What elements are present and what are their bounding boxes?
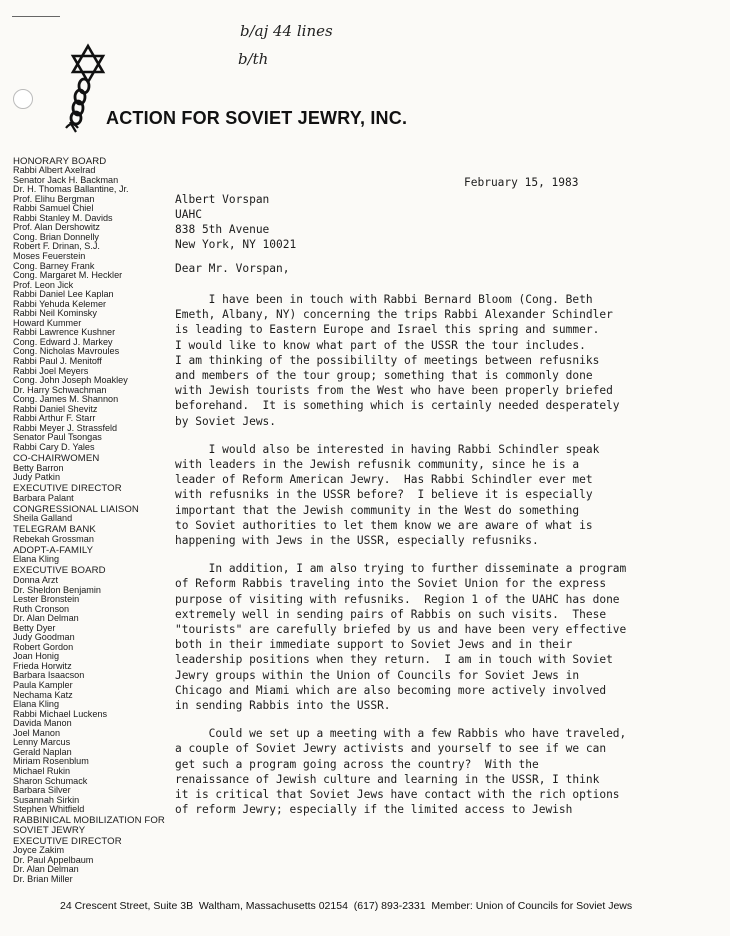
- board-member-name: Senator Jack H. Backman: [13, 174, 119, 185]
- board-section: [13, 157, 173, 453]
- board-member-name: Cong. Barney Frank: [13, 260, 95, 271]
- board-section-heading: RABBINICAL MOBILIZATION FOR SOVIET JEWRY: [13, 815, 165, 836]
- board-member-name: Elana Kling: [13, 699, 60, 710]
- board-member-name: Prof. Elihu Bergman: [13, 193, 95, 204]
- board-member-name: Rabbi Albert Axelrad: [13, 165, 96, 176]
- letterhead-board-list: [13, 155, 173, 885]
- board-member-name: Donna Arzt: [13, 575, 58, 586]
- board-member-name: Rabbi Daniel Shevitz: [13, 403, 98, 414]
- board-member-name: Barbara Isaacson: [13, 670, 85, 681]
- board-member-name: Senator Paul Tsongas: [13, 432, 102, 443]
- top-rule: [12, 16, 60, 17]
- board-member-name: Judy Goodman: [13, 632, 75, 643]
- board-member-name: Rabbi Michael Luckens: [13, 708, 108, 719]
- board-member-name: Rabbi Samuel Chiel: [13, 203, 94, 214]
- board-member-name: Rabbi Yehuda Kelemer: [13, 298, 107, 309]
- board-member-name: Stephen Whitfield: [13, 804, 85, 815]
- letter-date: February 15, 1983: [464, 176, 579, 189]
- board-member-name: Michael Rukin: [13, 765, 71, 776]
- board-member-name: Cong. James M. Shannon: [13, 394, 119, 405]
- board-section: [13, 525, 173, 544]
- board-member-name: Prof. Alan Dershowitz: [13, 222, 100, 233]
- board-member-name: Lenny Marcus: [13, 737, 71, 748]
- board-section-heading: CONGRESSIONAL LIAISON: [13, 503, 139, 515]
- board-member-name: Sharon Schumack: [13, 775, 88, 786]
- board-member-name: Cong. Brian Donnelly: [13, 231, 99, 242]
- board-member-name: Miriam Rosenblum: [13, 756, 89, 767]
- punch-hole: [13, 89, 33, 109]
- board-member-name: Cong. John Joseph Moakley: [13, 375, 128, 386]
- board-member-name: Rabbi Lawrence Kushner: [13, 327, 116, 338]
- board-member-name: Robert Gordon: [13, 641, 74, 652]
- board-member-name: Rabbi Joel Meyers: [13, 365, 89, 376]
- paragraph: I have been in touch with Rabbi Bernard Bloom (Cong. Beth Emeth, Albany, NY) concerning the trips Rabbi Alexander Schindler is leading to Eastern Europe and Israel this spring and summer. I would like to know what part of the USSR the tour includes. I am thinking of the possibililty of meetings between refusniks and members of the tour group; something that is commonly done with Jewish tourists from the West who have been properly briefed beforehand. It is something which is certainly needed desperately by Soviet Jews.: [175, 293, 620, 428]
- board-member-name: Dr. Harry Schwachman: [13, 384, 107, 395]
- board-member-name: Dr. Brian Miller: [13, 873, 73, 884]
- board-section: [13, 816, 173, 835]
- board-member-name: Rebekah Grossman: [13, 533, 94, 544]
- board-member-name: Susannah Sirkin: [13, 794, 80, 805]
- board-member-name: Dr. Sheldon Benjamin: [13, 584, 101, 595]
- board-member-name: Barbara Silver: [13, 785, 71, 796]
- board-member-name: Dr. Alan Delman: [13, 864, 79, 875]
- board-member-name: Ruth Cronson: [13, 603, 70, 614]
- board-section-heading: ADOPT-A-FAMILY: [13, 544, 94, 556]
- board-member-name: Dr. H. Thomas Ballantine, Jr.: [13, 184, 129, 195]
- paragraph: I would also be interested in having Rabbi Schindler speak with leaders in the Jewish refusnik community, since he is a leader of Reform American Jewry. Has Rabbi Schindler ever met with refusniks in the USSR before? I believe it is especially important that the Jewish community in the West do something to Soviet authorities to let them know we are aware of what is happening with Jews in the USSR, especially refusniks.: [175, 442, 600, 548]
- board-member-name: Joyce Zakim: [13, 845, 65, 856]
- board-section-heading: TELEGRAM BANK: [13, 524, 96, 536]
- board-member-name: Robert F. Drinan, S.J.: [13, 241, 100, 252]
- board-member-name: Paula Kampler: [13, 680, 73, 691]
- board-section: [13, 837, 173, 885]
- board-section: [13, 454, 173, 483]
- board-member-name: Rabbi Paul J. Menitoff: [13, 355, 102, 366]
- footer-address: 24 Crescent Street, Suite 3B Waltham, Massachusetts 02154 (617) 893-2331 Member: Union of Councils for Soviet Jews: [60, 900, 633, 912]
- board-section-heading: CO-CHAIRWOMEN: [13, 452, 100, 464]
- board-member-name: Elana Kling: [13, 554, 60, 565]
- board-member-name: Dr. Alan Delman: [13, 613, 79, 624]
- board-member-name: Rabbi Meyer J. Strassfeld: [13, 422, 118, 433]
- board-member-name: Rabbi Daniel Lee Kaplan: [13, 289, 114, 300]
- board-member-name: Howard Kummer: [13, 317, 82, 328]
- board-member-name: Rabbi Cary D. Yales: [13, 441, 95, 452]
- board-member-name: Cong. Nicholas Mavroules: [13, 346, 120, 357]
- board-member-name: Barbara Palant: [13, 492, 74, 503]
- board-member-name: Rabbi Arthur F. Starr: [13, 413, 96, 424]
- board-member-name: Dr. Paul Appelbaum: [13, 854, 94, 865]
- paragraph: In addition, I am also trying to further disseminate a program of Reform Rabbis traveling into the Soviet Union for the express purpose of visiting with refusniks. Region 1 of the UAHC has done extremely well in sending pairs of Rabbis on such visits. These "tourists" are carefully briefed by us and have been very effective both in their immediate support to Soviet Jews and in their leadership positions when they return. I am in touch with Soviet Jewry groups within the Union of Councils for Soviet Jews in Chicago and Miami which are also becoming more actively involved in sending Rabbis into the USSR.: [175, 562, 627, 713]
- board-member-name: Betty Dyer: [13, 622, 56, 633]
- board-member-name: Cong. Edward J. Markey: [13, 336, 113, 347]
- board-section-heading: EXECUTIVE DIRECTOR: [13, 835, 122, 847]
- handwritten-note-2: b/th: [238, 50, 269, 68]
- board-section: [13, 566, 173, 814]
- board-section-heading: HONORARY BOARD: [13, 155, 107, 167]
- recipient-address: Albert Vorspan UAHC 838 5th Avenue New York, NY 10021: [175, 193, 297, 251]
- board-member-name: Frieda Horwitz: [13, 660, 72, 671]
- board-member-name: Davida Manon: [13, 718, 72, 729]
- board-member-name: Cong. Margaret M. Heckler: [13, 270, 123, 281]
- board-member-name: Joel Manon: [13, 727, 61, 738]
- board-member-name: Lester Bronstein: [13, 594, 80, 605]
- board-member-name: Gerald Naplan: [13, 746, 72, 757]
- board-section: [13, 546, 173, 565]
- board-member-name: Sheila Galland: [13, 513, 73, 524]
- board-member-name: Moses Feuerstein: [13, 250, 86, 261]
- board-section: [13, 505, 173, 524]
- letter-paragraphs: [175, 292, 626, 831]
- paragraph: Could we set up a meeting with a few Rabbis who have traveled, a couple of Soviet Jewry activists and yourself to see if we can get such a program going across the country? With the renaissance of Jewish culture and learning in the USSR, I think it is critical that Soviet Jews have contact with the rich options of reform Jewry; especially if the limited access to Jewish: [175, 727, 627, 817]
- board-member-name: Nechama Katz: [13, 689, 73, 700]
- board-section: [13, 484, 173, 503]
- board-member-name: Betty Barron: [13, 462, 64, 473]
- organization-name: ACTION FOR SOVIET JEWRY, INC.: [106, 108, 408, 128]
- board-member-name: Rabbi Neil Kominsky: [13, 308, 97, 319]
- board-member-name: Judy Patkin: [13, 472, 61, 483]
- board-member-name: Prof. Leon Jick: [13, 279, 74, 290]
- salutation: Dear Mr. Vorspan,: [175, 262, 290, 275]
- board-member-name: Joan Honig: [13, 651, 60, 662]
- board-section-heading: EXECUTIVE DIRECTOR: [13, 483, 122, 495]
- board-member-name: Rabbi Stanley M. Davids: [13, 212, 113, 223]
- handwritten-note-1: b/aj 44 lines: [240, 22, 333, 40]
- board-section-heading: EXECUTIVE BOARD: [13, 565, 106, 577]
